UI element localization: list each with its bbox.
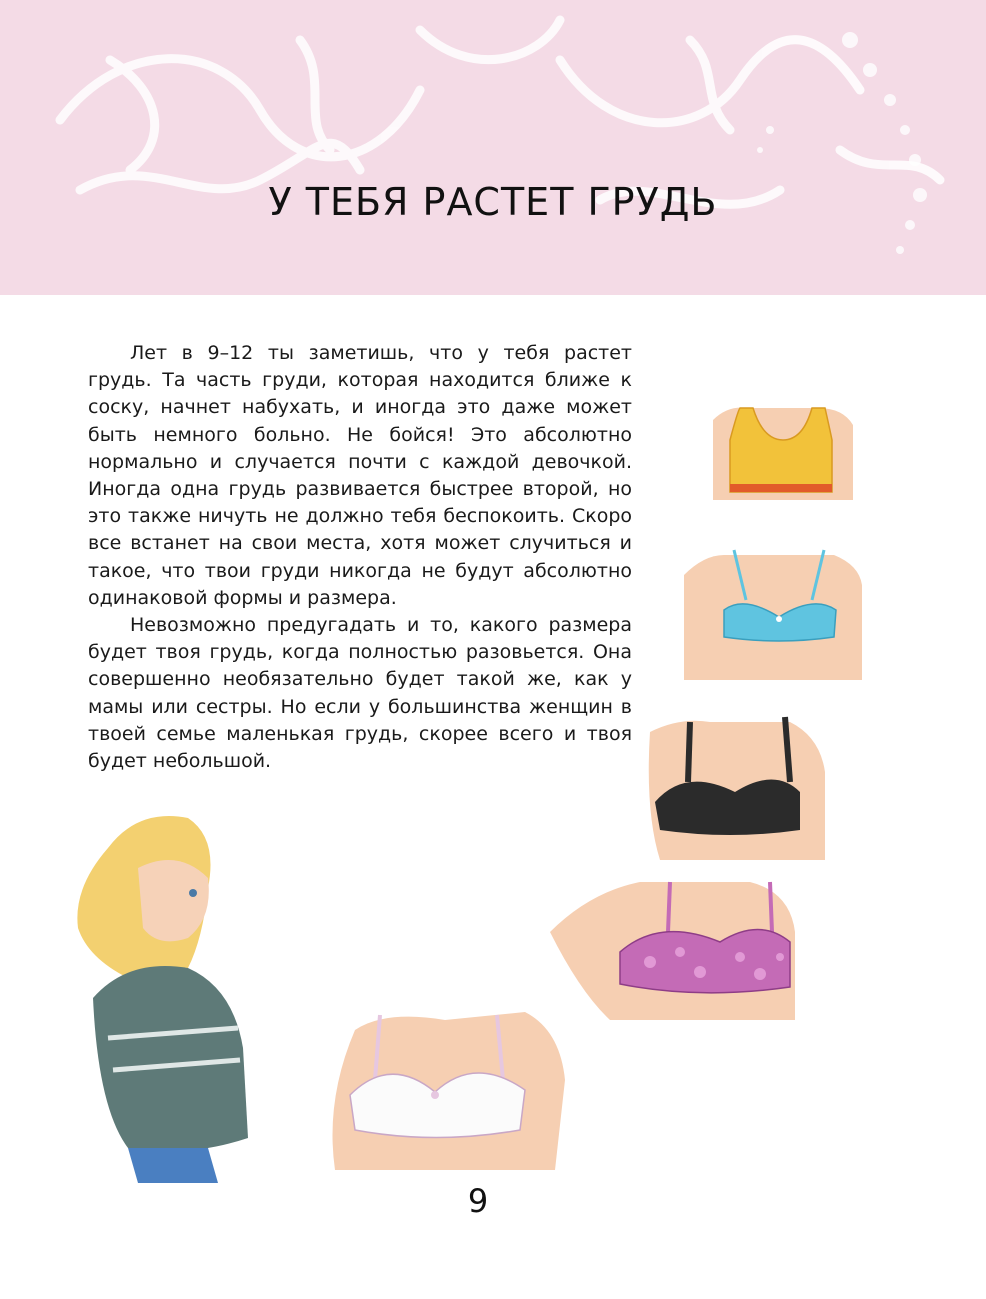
black-bra-illustration <box>640 712 825 860</box>
pink-bra-illustration <box>550 872 795 1020</box>
white-bra-illustration <box>325 1000 565 1170</box>
page-number: 9 <box>467 1182 489 1220</box>
page-title: У ТЕБЯ РАСТЕТ ГРУДЬ <box>268 180 718 225</box>
girl-illustration <box>68 808 268 1183</box>
blue-bra-illustration <box>684 545 862 680</box>
header-band <box>0 0 986 295</box>
paragraph-2: Невозможно предугадать и то, какого размера будет твоя грудь, когда полностью разовьется. Она совершенно необязательно будет такой же, как у мамы или сестры. Но если у большинства женщин в твоей семье маленькая грудь, скорее всего и твоя будет небольшой. <box>88 614 632 773</box>
paragraph-1: Лет в 9–12 ты заметишь, что у тебя растет грудь. Та часть груди, которая находится ближе к соску, начнет набухать, и иногда это даже может быть немного больно. Не бойся! Это абсолютно нормально и случается почти с каждой девочкой. Иногда одна грудь развивается быстрее второй, но это также ничуть не должно тебя беспокоить. Скоро все встанет на свои места, хотя может случиться и такое, что твои груди никогда не будут абсолютно одинаковой формы и размера. <box>88 342 632 609</box>
yellow-top-illustration <box>708 400 858 505</box>
ornament-pattern <box>0 0 986 295</box>
body-text <box>88 340 632 775</box>
